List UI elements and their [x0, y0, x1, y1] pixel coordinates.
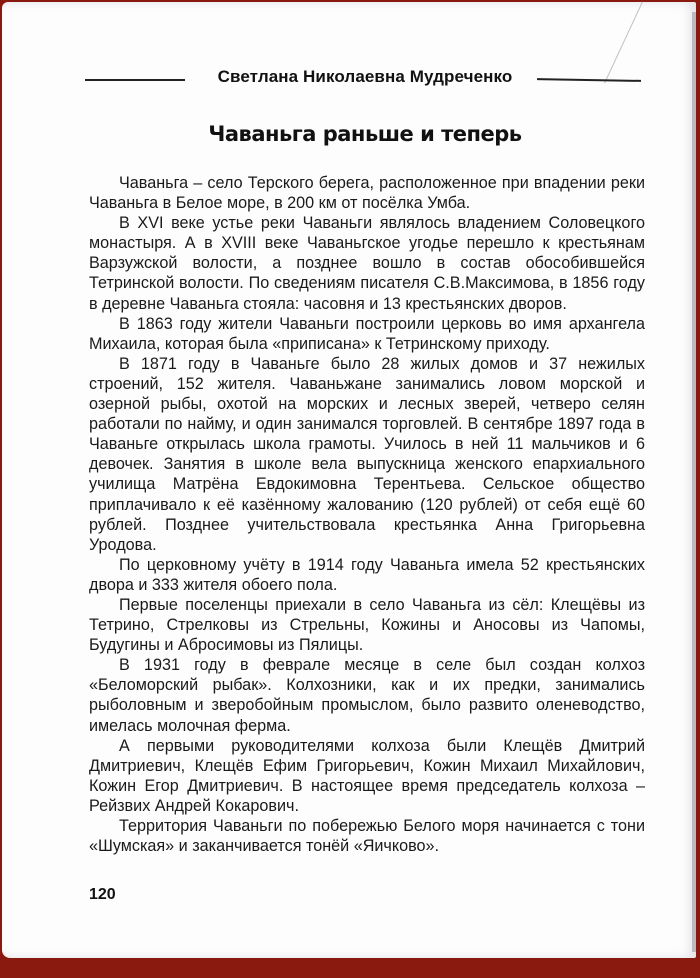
paragraph: В 1863 году жители Чаваньги построили церковь во имя архангела Михаила, которая была «приписана» к Тетринскому приходу. — [89, 314, 645, 353]
paragraph: Чаваньга – село Терского берега, расположенное при впадении реки Чаваньга в Белое море, в 200 км от посёлка Умба. — [89, 174, 645, 213]
header-author: Светлана Николаевна Мудреченко — [217, 67, 513, 86]
paragraph: В 1871 году в Чаваньге было 28 жилых домов и 37 нежилых строений, 152 жителя. Чаваньжане занимались ловом морской и озерной рыбы, охотой на морских и лесных зверей, четверо селян работали по найму, и один занимался торговлей. В сентябре 1897 года в Чаваньге открылась школа грамоты. Училось в ней 11 мальчиков и 6 девочек. Занятия в школе вела выпускница женского епархиального училища Матрёна Евдокимовна Терентьева. Сельское общество приплачивало к её казённому жалованию (120 рублей) от себя ещё 60 рублей. Позднее учительствовала крестьянка Анна Григорьевна Уродова. — [89, 354, 645, 554]
page-number: 120 — [89, 886, 116, 903]
paragraph: А первыми руководителями колхоза были Клещёв Дмитрий Дмитриевич, Клещёв Ефим Григорьевич, Кожин Михаил Михайлович, Кожин Егор Дмитриевич. В настоящее время председатель колхоза – Рейзвих Андрей Кокарович. — [89, 736, 645, 815]
article-title: Чаваньга раньше и теперь — [208, 122, 522, 146]
article-body — [89, 173, 645, 856]
paragraph: В XVI веке устье реки Чаваньги являлось владением Соловецкого монастыря. А в XVIII веке Чаваньгское угодье перешло к крестьянам Варзужской волости, а позднее вошло в состав обособившейся Тетринской волости. По сведениям писателя С.В.Максимова, в 1856 году в деревне Чаваньга стояла: часовня и 13 крестьянских дворов. — [89, 214, 645, 313]
running-header — [85, 64, 645, 94]
paragraph: В 1931 году в феврале месяце в селе был создан колхоз «Беломорский рыбак». Колхозники, как и их предки, занимались рыболовным и зверобойным промыслом, было развито оленеводство, имелась молочная ферма. — [89, 656, 645, 735]
paragraph: По церковному учёту в 1914 году Чаваньга имела 52 крестьянских двора и 333 жителя обоего пола. — [89, 555, 645, 594]
paragraph: Первые поселенцы приехали в село Чаваньга из сёл: Клещёвы из Тетрино, Стрелковы из Стрельны, Кожины и Аносовы из Чапомы, Будугины и Абросимовы из Пялицы. — [89, 595, 645, 655]
book-page — [2, 2, 696, 958]
page-edge — [692, 12, 696, 952]
paragraph: Территория Чаваньги по побережью Белого моря начинается с тони «Шумская» и заканчивается тонёй «Яичково». — [89, 817, 645, 856]
